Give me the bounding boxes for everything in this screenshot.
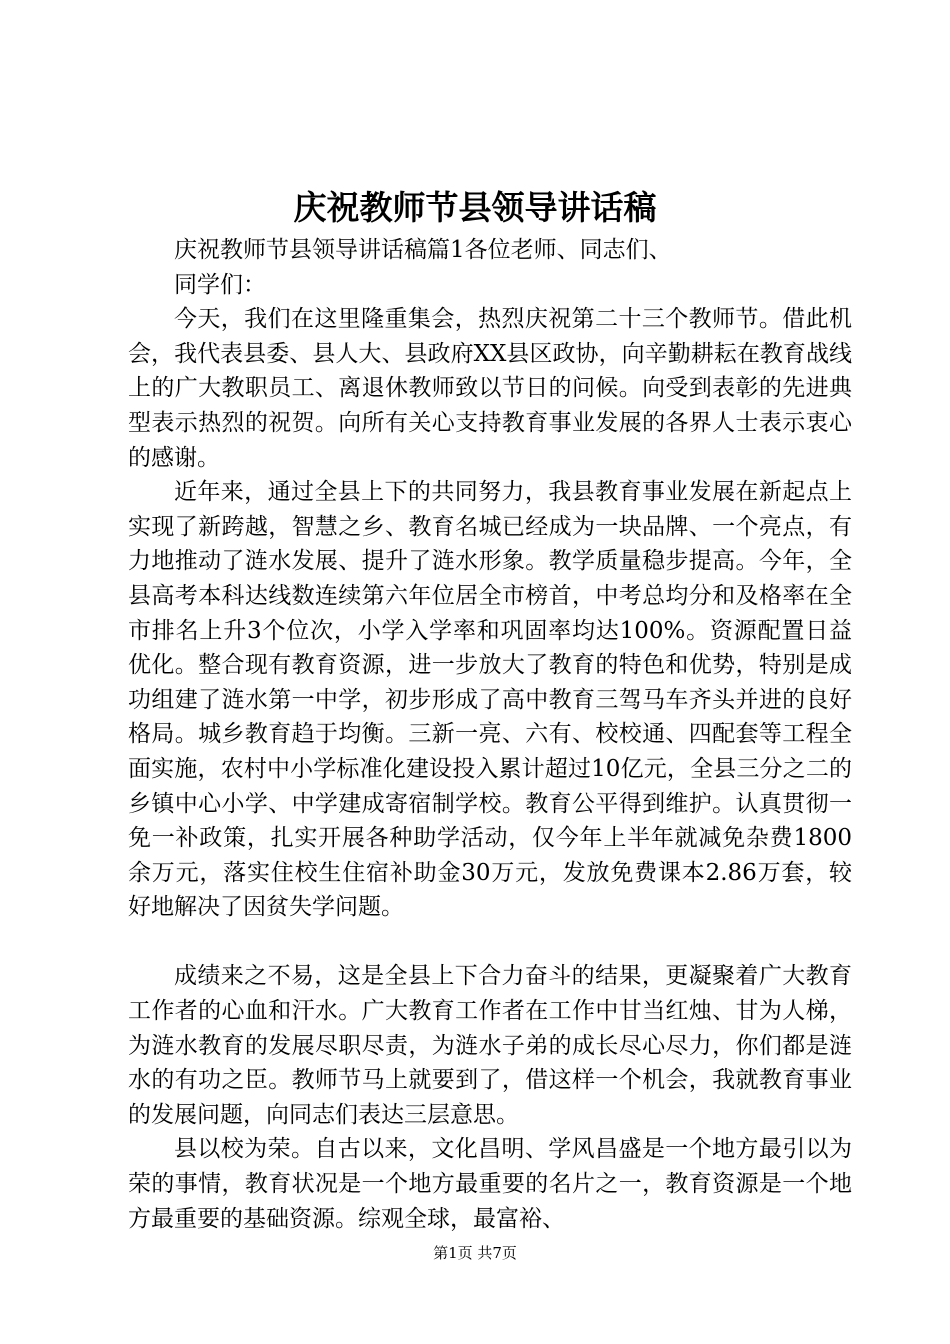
paragraph-thanks: 成绩来之不易，这是全县上下合力奋斗的结果，更凝聚着广大教育工作者的心血和汗水。广大教育工作者在工作中甘当红烛、甘为人梯，为涟水教育的发展尽职尽责，为涟水子弟的成长尽心尽力，你们都是涟水的有功之臣。教师节马上就要到了，借这样一个机会，我就教育事业的发展问题，向同志们表达三层意思。	[128, 963, 852, 1128]
document-title: 庆祝教师节县领导讲话稿	[293, 188, 657, 227]
document-body	[128, 233, 852, 1236]
paragraph-achievements: 近年来，通过全县上下的共同努力，我县教育事业发展在新起点上实现了新跨越，智慧之乡、教育名城已经成为一块品牌、一个亮点，有力地推动了涟水发展、提升了涟水形象。教学质量稳步提高。今年，全县高考本科达线数连续第六年位居全市榜首，中考总均分和及格率在全市排名上升3个位次，小学入学率和巩固率均达100%。资源配置日益优化。整合现有教育资源，进一步放大了教育的特色和优势，特别是成功组建了涟水第一中学，初步形成了高中教育三驾马车齐头并进的良好格局。城乡教育趋于均衡。三新一亮、六有、校校通、四配套等工程全面实施，农村中小学标准化建设投入累计超过10亿元，全县三分之二的乡镇中心小学、中学建成寄宿制学校。教育公平得到维护。认真贯彻一免一补政策，扎实开展各种助学活动，仅今年上半年就减免杂费1800余万元，落实住校生住宿补助金30万元，发放免费课本2.86万套，较好地解决了因贫失学问题。	[128, 479, 852, 921]
paragraph-opening: 庆祝教师节县领导讲话稿篇1各位老师、同志们、	[174, 237, 672, 263]
page-footer: 第1页 共7页	[433, 1244, 517, 1262]
paragraph-county-pride: 县以校为荣。自古以来，文化昌明、学风昌盛是一个地方最引以为荣的事情，教育状况是一个地方最重要的名片之一，教育资源是一个地方最重要的基础资源。综观全球，最富裕、	[128, 1136, 852, 1232]
paragraph-salutation: 同学们：	[174, 271, 266, 298]
paragraph-greeting: 今天，我们在这里隆重集会，热烈庆祝第二十三个教师节。借此机会，我代表县委、县人大、县政府XX县区政协，向辛勤耕耘在教育战线上的广大教职员工、离退休教师致以节日的问候。向受到表彰的先进典型表示热烈的祝贺。向所有关心支持教育事业发展的各界人士表示衷心的感谢。	[128, 306, 852, 471]
